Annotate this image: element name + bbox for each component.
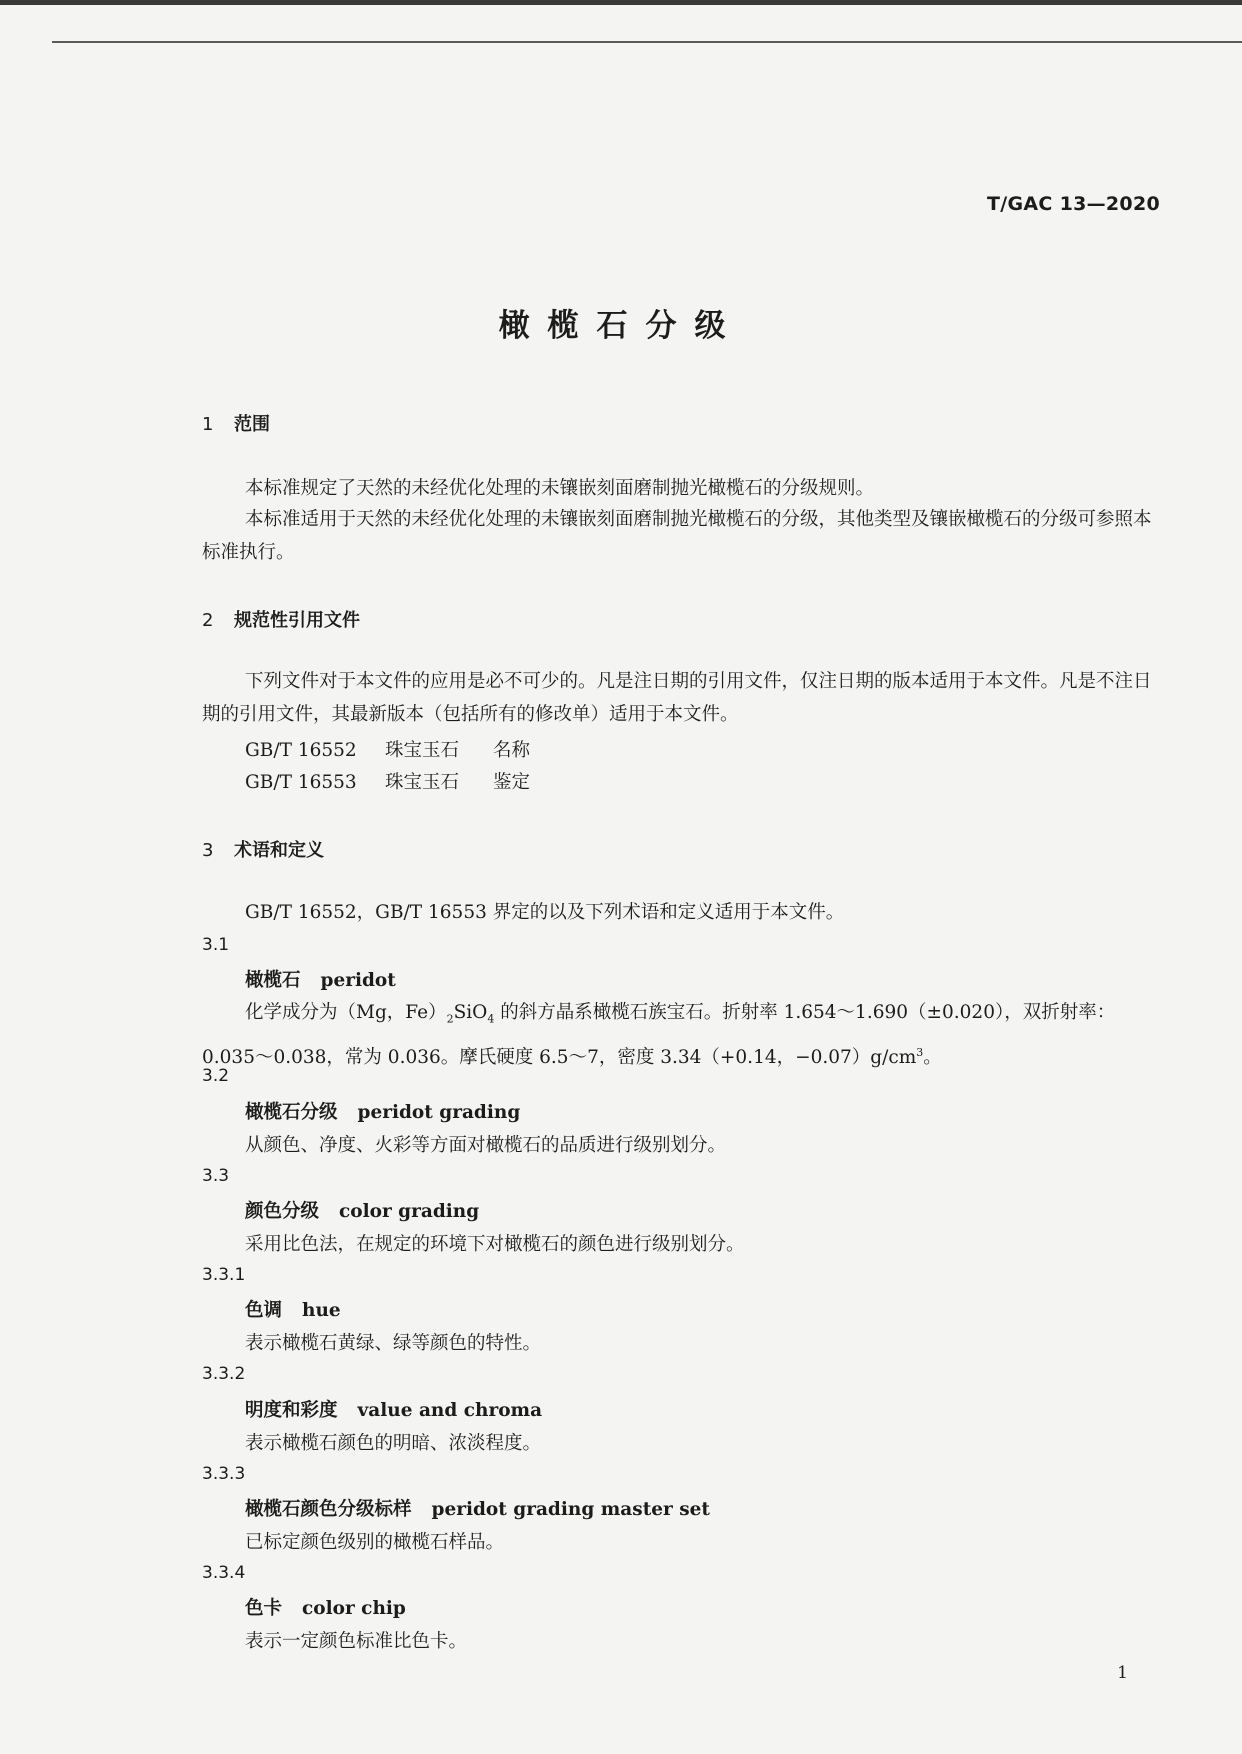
term-definition: [202, 996, 1160, 1074]
term-heading: [245, 966, 396, 992]
reference-title-part: 鉴定: [493, 772, 531, 793]
section-number: 3: [202, 840, 214, 861]
section-2-paragraph-1: 下列文件对于本文件的应用是必不可少的。凡是注日期的引用文件，仅注日期的版本适用于本文件。凡是不注日期的引用文件，其最新版本（包括所有的修改单）适用于本文件。: [202, 671, 1152, 725]
definition-text: 的斜方晶系橄榄石族宝石。折射率 1.654～1.690（±0.020），双折射率：0.035～0.038，常为 0.036。摩氏硬度 6.5～7，密度 3.34（+0.14，−0.07）g/cm: [202, 1002, 1116, 1068]
term-number: 3.3.4: [202, 1563, 246, 1583]
term-zh: 橄榄石分级: [245, 1102, 338, 1123]
term-en: color chip: [302, 1598, 406, 1619]
section-number: 1: [202, 414, 214, 435]
section-1-paragraph-2: 本标准适用于天然的未经优化处理的未镶嵌刻面磨制抛光橄榄石的分级，其他类型及镶嵌橄榄石的分级可参照本标准执行。: [202, 509, 1152, 563]
term-number: 3.2: [202, 1066, 230, 1086]
term-zh: 橄榄石: [245, 970, 301, 991]
section-title: 术语和定义: [234, 840, 324, 861]
section-2-heading: [202, 606, 360, 632]
term-en: peridot grading: [357, 1102, 521, 1123]
definition-text: 。: [923, 1046, 942, 1068]
reference-code: GB/T 16553: [245, 772, 357, 793]
term-zh: 色调: [245, 1300, 283, 1321]
section-title: 范围: [234, 414, 270, 435]
term-heading: [245, 1396, 542, 1422]
scan-top-edge: [0, 0, 1242, 5]
reference-title-part: 名称: [493, 740, 531, 761]
superscript: 3: [916, 1045, 924, 1059]
section-3-intro: GB/T 16552，GB/T 16553 界定的以及下列术语和定义适用于本文件。: [245, 902, 845, 923]
term-definition: 表示一定颜色标准比色卡。: [245, 1631, 468, 1652]
term-en: peridot: [320, 970, 396, 991]
term-en: peridot grading master set: [431, 1499, 710, 1520]
reference-code: GB/T 16552: [245, 740, 357, 761]
term-zh: 颜色分级: [245, 1201, 320, 1222]
definition-text: SiO: [453, 1002, 488, 1023]
term-definition: 表示橄榄石颜色的明暗、浓淡程度。: [245, 1433, 542, 1454]
term-definition: 表示橄榄石黄绿、绿等颜色的特性。: [245, 1333, 542, 1354]
term-heading: [245, 1098, 520, 1124]
reference-title-part: 珠宝玉石: [385, 740, 460, 761]
term-number: 3.3.1: [202, 1265, 246, 1285]
term-heading: [245, 1197, 479, 1223]
term-number: 3.3: [202, 1166, 230, 1186]
term-heading: [245, 1495, 710, 1521]
term-number: 3.1: [202, 935, 230, 955]
term-en: value and chroma: [357, 1400, 543, 1421]
term-definition: 已标定颜色级别的橄榄石样品。: [245, 1532, 505, 1553]
normative-reference: [245, 768, 530, 794]
standard-code: T/GAC 13—2020: [987, 193, 1160, 215]
term-zh: 明度和彩度: [245, 1400, 338, 1421]
subscript: 2: [446, 1012, 454, 1026]
term-heading: [245, 1594, 406, 1620]
term-zh: 橄榄石颜色分级标样: [245, 1499, 412, 1520]
definition-text: 化学成分为（Mg，Fe）: [245, 1002, 447, 1023]
section-title: 规范性引用文件: [234, 610, 360, 631]
normative-reference: [245, 736, 530, 762]
section-1-heading: [202, 410, 270, 436]
page-number: 1: [1117, 1663, 1128, 1683]
header-rule: [52, 41, 1242, 43]
subscript: 4: [487, 1012, 495, 1026]
term-number: 3.3.3: [202, 1464, 246, 1484]
term-definition: 采用比色法，在规定的环境下对橄榄石的颜色进行级别划分。: [245, 1234, 745, 1255]
document-title: 橄榄石分级: [498, 308, 744, 344]
term-heading: [245, 1296, 341, 1322]
term-en: color grading: [339, 1201, 480, 1222]
section-number: 2: [202, 610, 214, 631]
term-definition: 从颜色、净度、火彩等方面对橄榄石的品质进行级别划分。: [245, 1135, 727, 1156]
section-1-paragraph-1: 本标准规定了天然的未经优化处理的未镶嵌刻面磨制抛光橄榄石的分级规则。: [245, 478, 875, 499]
term-number: 3.3.2: [202, 1364, 246, 1384]
section-3-heading: [202, 836, 324, 862]
reference-title-part: 珠宝玉石: [385, 772, 460, 793]
term-zh: 色卡: [245, 1598, 283, 1619]
term-en: hue: [302, 1300, 341, 1321]
